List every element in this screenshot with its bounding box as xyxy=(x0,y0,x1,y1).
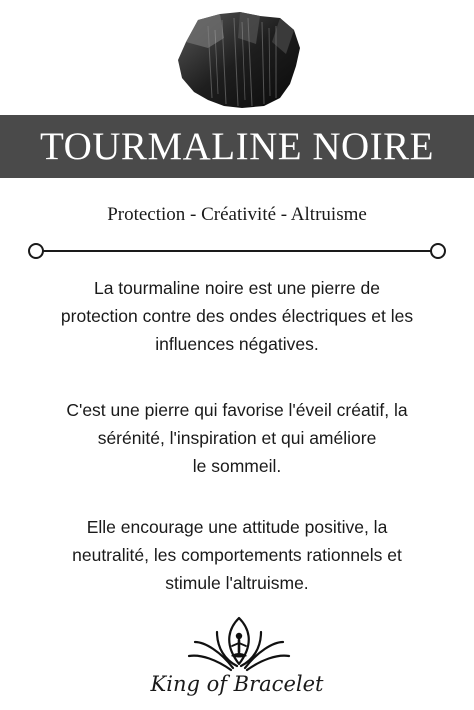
title-banner xyxy=(0,115,474,178)
divider-line xyxy=(28,240,446,262)
text-line: influences négatives. xyxy=(155,334,319,354)
lotus-meditation-icon xyxy=(187,612,291,674)
description-paragraph-3 xyxy=(20,513,454,597)
text-line: stimule l'altruisme. xyxy=(165,573,309,593)
text-line: le sommeil. xyxy=(192,456,282,476)
text-line: sérénité, l'inspiration et qui améliore xyxy=(97,428,377,448)
text-line: protection contre des ondes électriques et les xyxy=(60,306,414,326)
description-paragraph-1 xyxy=(20,274,454,358)
brand-name: King of Bracelet xyxy=(150,672,324,696)
text-line: Elle encourage une attitude positive, la xyxy=(86,517,388,537)
text-line: C'est une pierre qui favorise l'éveil créatif, la xyxy=(66,400,408,420)
page-title: TOURMALINE NOIRE xyxy=(39,125,434,168)
stone-image xyxy=(168,8,308,110)
text-line: La tourmaline noire est une pierre de xyxy=(93,278,380,298)
description-paragraph-2 xyxy=(20,396,454,480)
subtitle: Protection - Créativité - Altruisme xyxy=(107,204,367,225)
text-line: neutralité, les comportements rationnels et xyxy=(72,545,402,565)
